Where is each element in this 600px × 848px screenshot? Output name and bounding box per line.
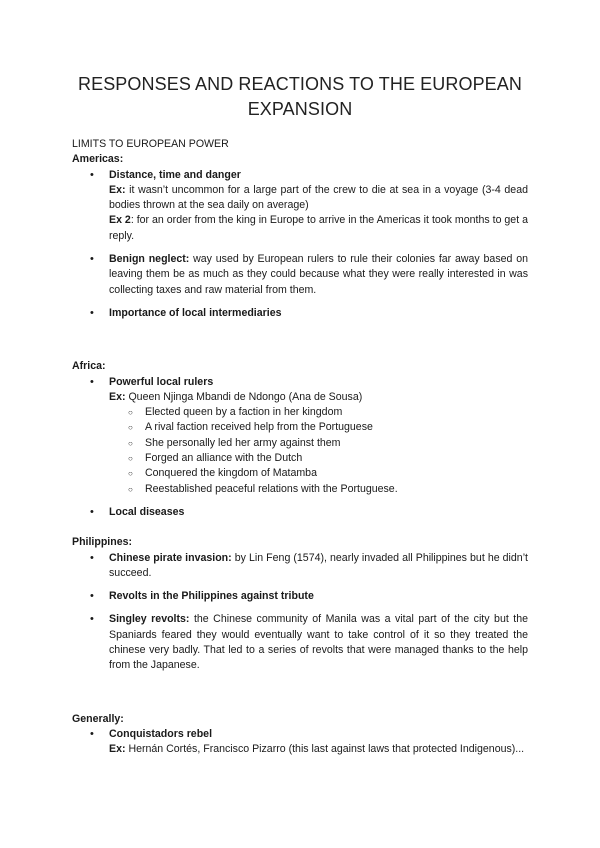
item-title: Distance, time and danger [109,168,241,181]
example-text [72,742,528,757]
example-label: Ex: [109,183,126,196]
section-heading-generally: Generally: [72,712,124,725]
list-item [72,252,528,298]
item-body: way used by European rulers to rule their colonies far away based on leaving them be as much as they could because what they were really interested in was collecting taxes and raw material from them. [109,253,528,296]
item-title: Local diseases [109,505,185,518]
item-title: Chinese pirate invasion: [109,551,232,564]
example-text [72,183,528,214]
document-body [72,137,528,758]
example-body: : for an order from the king in Europe to arrive in the Americas it took months to get a reply. [109,214,528,242]
page-title: RESPONSES AND REACTIONS TO THE EUROPEAN EXPANSION [77,74,522,119]
example-body: Queen Njinga Mbandi de Ndongo (Ana de Sousa) [125,390,363,403]
example-body: it wasn’t uncommon for a large part of the crew to die at sea in a voyage (3-4 dead bodies thrown at the sea daily on average) [109,183,528,212]
list-item [72,589,528,604]
section-heading-africa: Africa: [72,360,106,373]
sub-list-item: ○ Reestablished peaceful relations with the Portuguese. [72,482,528,497]
item-title: Powerful local rulers [109,375,214,388]
list-item [72,168,528,183]
sub-list-item: ○ Elected queen by a faction in her kingdom [72,405,528,420]
item-title: Singley revolts: [109,613,190,626]
subtitle: LIMITS TO EUROPEAN POWER [72,138,229,150]
list-item [72,375,528,390]
item-title: Revolts in the Philippines against tribute [109,590,314,603]
sub-list-item: ○ Conquered the kingdom of Matamba [72,466,528,481]
list-item [72,505,528,520]
list-item [72,551,528,582]
item-title: Conquistadors rebel [109,727,213,740]
section-heading-americas: Americas: [72,153,124,166]
example-label: Ex: [109,743,126,756]
list-item [72,306,528,321]
item-body: the Chinese community of Manila was a vital part of the city but the Spaniards feared they would eventually want to take control of it so they treated the chinese very badly. That led to a series of revolts that were managed thanks to the help from the Japanese. [109,613,528,672]
sub-list-item: ○ She personally led her army against them [72,436,528,451]
list-item [72,612,528,673]
example-label: Ex 2 [109,214,131,227]
item-title: Benign neglect: [109,253,190,266]
example-body: Hernán Cortés, Francisco Pizarro (this last against laws that protected Indigenous)... [125,743,525,756]
item-title: Importance of local intermediaries [109,306,282,319]
example-text [72,390,528,405]
sub-list-item: ○ Forged an alliance with the Dutch [72,451,528,466]
sub-list-item: ○ A rival faction received help from the Portuguese [72,420,528,435]
item-body: by Lin Feng (1574), nearly invaded all Philippines but he didn’t succeed. [109,551,528,579]
section-heading-philippines: Philippines: [72,536,133,549]
example-text [72,213,528,244]
list-item [72,727,528,742]
example-label: Ex: [109,390,126,403]
